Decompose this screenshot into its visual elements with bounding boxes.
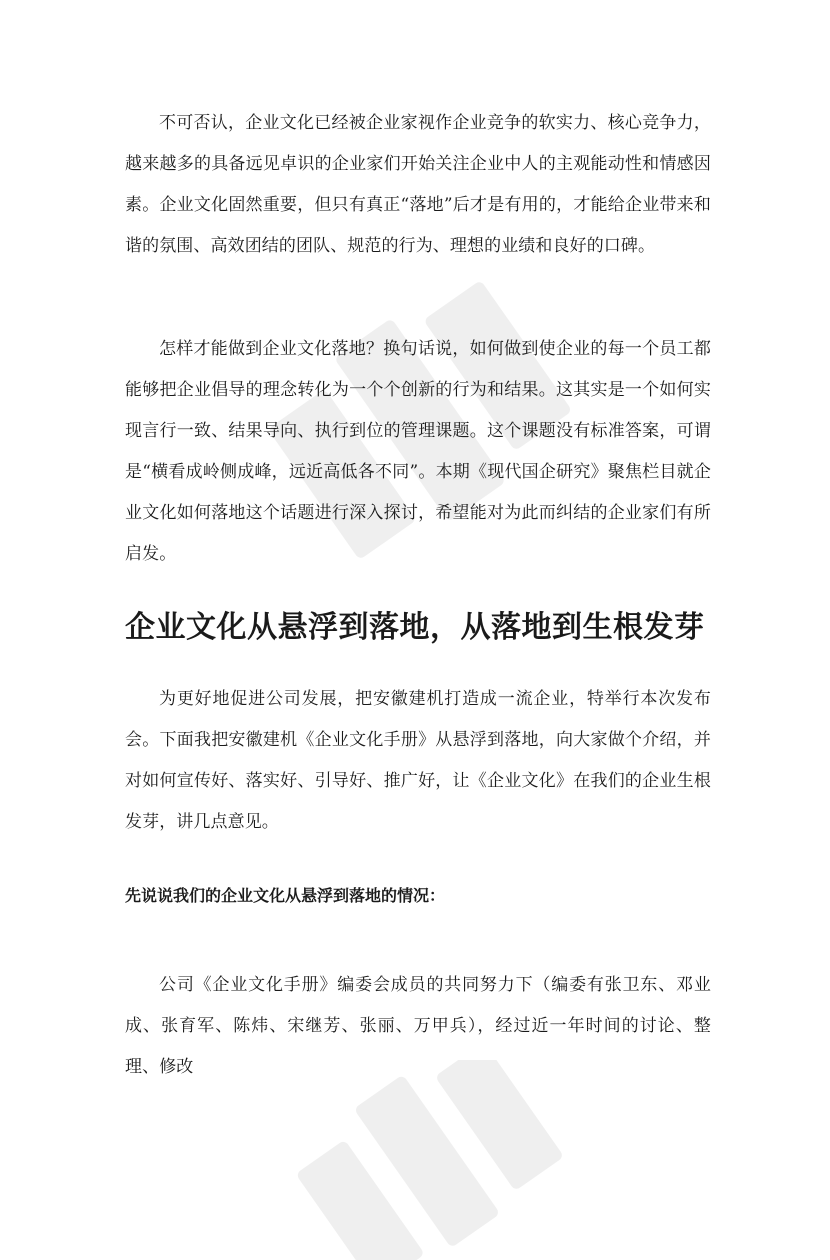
section-subheading: 先说说我们的企业文化从悬浮到落地的情况： bbox=[125, 886, 446, 905]
intro-paragraph: 怎样才能做到企业文化落地？换句话说，如何做到使企业的每一个员工都能够把企业倡导的理念转化为一个个创新的行为和结果。这其实是一个如何实现言行一致、结果导向、执行到位的管理课题。这个课题没有标准答案，可谓是“横看成岭侧成峰，远近高低各不同”。本期《现代国企研究》聚焦栏目就企业文化如何落地这个话题进行深入探讨，希望能对为此而纠结的企业家们有所启发。 bbox=[125, 339, 711, 564]
section-paragraph: 公司《企业文化手册》编委会成员的共同努力下（编委有张卫东、邓业成、张育军、陈炜、宋继芳、张丽、万甲兵），经过近一年时间的讨论、整理、修改 bbox=[125, 975, 711, 1077]
section-heading: 企业文化从悬浮到落地，从落地到生根发芽 bbox=[125, 610, 705, 645]
watermark-logo-icon bbox=[250, 1060, 590, 1260]
section-paragraph: 为更好地促进公司发展，把安徽建机打造成一流企业，特举行本次发布会。下面我把安徽建机《企业文化手册》从悬浮到落地，向大家做个介绍，并对如何宣传好、落实好、引导好、推广好，让《企业文化》在我们的企业生根发芽，讲几点意见。 bbox=[125, 689, 711, 832]
intro-paragraph: 不可否认，企业文化已经被企业家视作企业竞争的软实力、核心竞争力，越来越多的具备远见卓识的企业家们开始关注企业中人的主观能动性和情感因素。企业文化固然重要，但只有真正“落地”后才是有用的，才能给企业带来和谐的氛围、高效团结的团队、规范的行为、理想的业绩和良好的口碑。 bbox=[125, 113, 711, 256]
